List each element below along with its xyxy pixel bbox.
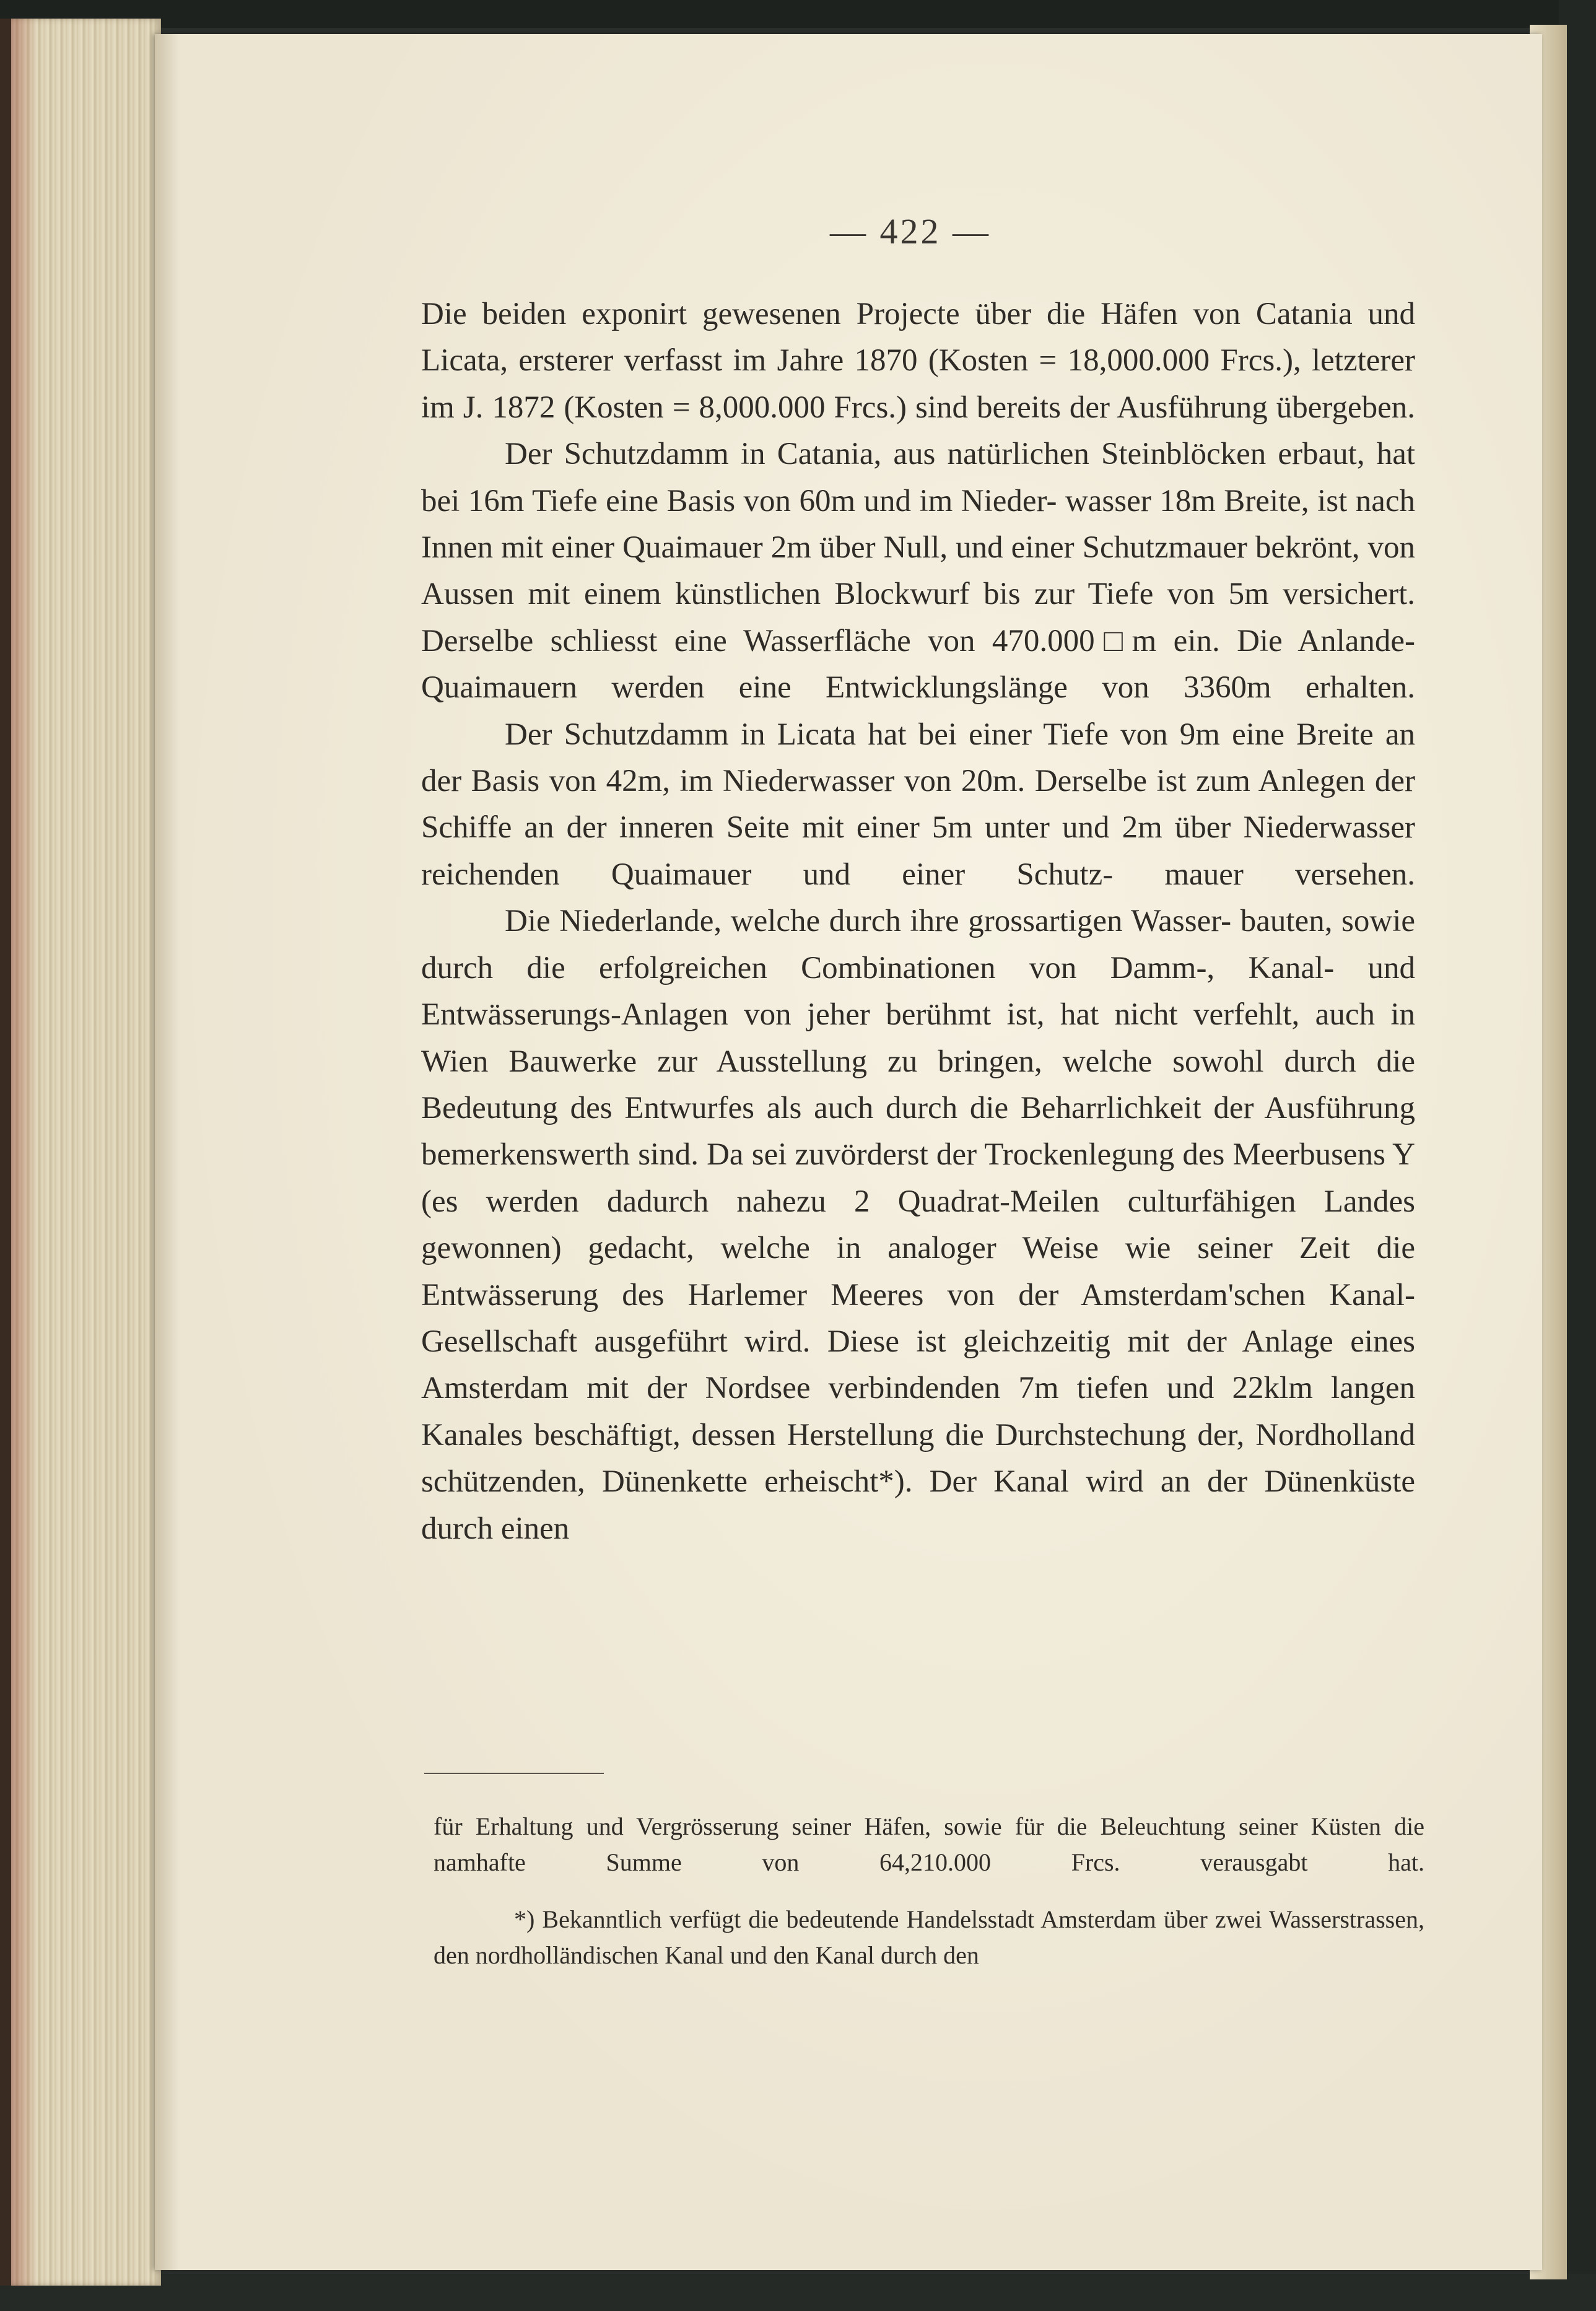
footnote-line: *) Bekanntlich verfügt die bedeutende Handelsstadt Amsterdam über [514,1905,1208,1933]
text-line: bauten, sowie durch die erfolgreichen Combinationen von Damm-, [421,904,1415,985]
text-line: sind. Da sei zuvörderst der Trockenlegung des Meerbusens Y (es [421,1137,1415,1219]
text-line: Kanal- und Entwässerungs-Anlagen von jeher berühmt ist, hat [421,950,1415,1033]
text-line: = 18,000.000 Frcs.), letzterer im J. 1872 (Kosten = 8,000.000 Frcs.) [421,343,1415,425]
text-line: Breite an der Basis von 42m, im Niederwasser von 20m. Derselbe ist [421,717,1416,799]
text-line: sind bereits der Ausführung übergeben. [915,390,1415,425]
text-line: und 2m über Niederwasser reichenden Quaimauer und einer Schutz- [421,810,1416,892]
footnote-asterisk [434,1902,1424,1973]
paragraph-1 [421,291,1415,431]
footnotes [434,1809,1424,1973]
text-line: wasser 18m Breite, ist nach Innen mit einer Quaimauer 2m über [421,483,1416,566]
book-binding [0,19,11,2286]
footnote-divider [424,1773,604,1774]
text-line: nicht verfehlt, auch in Wien Bauwerke zur Ausstellung zu [421,997,1416,1079]
text-line: werden dadurch nahezu 2 Quadrat-Meilen culturfähigen Landes [486,1184,1415,1219]
text-line: Quaimauern werden eine Entwicklungslänge von 3360m erhalten. [421,670,1415,706]
text-line: tiefen und 22klm langen Kanales beschäftigt, dessen Herstellung [421,1371,1415,1453]
text-line: Kanal-Gesellschaft ausgeführt wird. Diese ist gleichzeitig mit [421,1277,1416,1359]
text-line: gewonnen) gedacht, welche in analoger Weise wie seiner Zeit [421,1231,1350,1266]
text-line: die Entwässerung des Harlemer Meeres von der Amsterdam'schen [421,1231,1415,1313]
paragraph-2 [421,431,1415,711]
footnote-line: zwei Wasserstrassen, den nordholländischen Kanal und den Kanal durch den [434,1905,1424,1969]
scan-background-top [0,0,1596,28]
text-line: Die Niederlande, welche durch ihre grossartigen Wasser- [505,904,1232,939]
text-line: Der Schutzdamm in Licata hat bei einer Tiefe von 9m eine [505,717,1285,752]
body-text [421,291,1415,1552]
text-line: zum Anlegen der Schiffe an der inneren Seite mit einer 5m unter [421,764,1416,845]
text-line: mauer versehen. [1164,857,1415,892]
text-line: Der Schutzdamm in Catania, aus natürlichen Steinblöcken [505,437,1267,472]
paragraph-4 [421,898,1415,1552]
text-line: schliesst eine Wasserfläche von 470.000□m ein. Die Anlande- [550,623,1416,658]
footnote-continuation [434,1809,1424,1881]
text-line: die Durchstechung der, Nordholland schützenden, Dünenkette [421,1417,1415,1500]
text-line: auch durch die Beharrlichkeit der Ausführung bemerkenswerth [421,1090,1415,1173]
text-line: der Anlage eines Amsterdam mit der Nordsee verbindenden 7m [421,1324,1416,1406]
footnote-line: für Erhaltung und Vergrösserung seiner Häfen, sowie für die Beleuchtung [434,1812,1226,1840]
footnote-line: seiner Küsten die namhafte Summe von 64,210.000 Frcs. verausgabt hat. [434,1812,1425,1876]
footnote-gap [434,1881,1424,1902]
page-number: — 422 — [830,211,991,251]
text-line: künstlichen Blockwurf bis zur Tiefe von 5m versichert. Derselbe [421,577,1416,658]
text-line: erbaut, hat bei 16m Tiefe eine Basis von 60m und im Nieder- [421,437,1416,518]
scan-background-bottom [0,2274,1596,2311]
text-line: Die beiden exponirt gewesenen Projecte über die Häfen von [421,297,1241,331]
text-line: Null, und einer Schutzmauer bekrönt, von Aussen mit einem [421,530,1415,612]
paragraph-3 [421,712,1415,899]
text-line: Catania und Licata, ersterer verfasst im Jahre 1870 (Kosten [421,297,1416,378]
text-line: erheischt*). Der Kanal wird an der Dünenküste durch einen [421,1464,1415,1546]
text-line: bringen, welche sowohl durch die Bedeutung des Entwurfes als [421,1044,1415,1125]
